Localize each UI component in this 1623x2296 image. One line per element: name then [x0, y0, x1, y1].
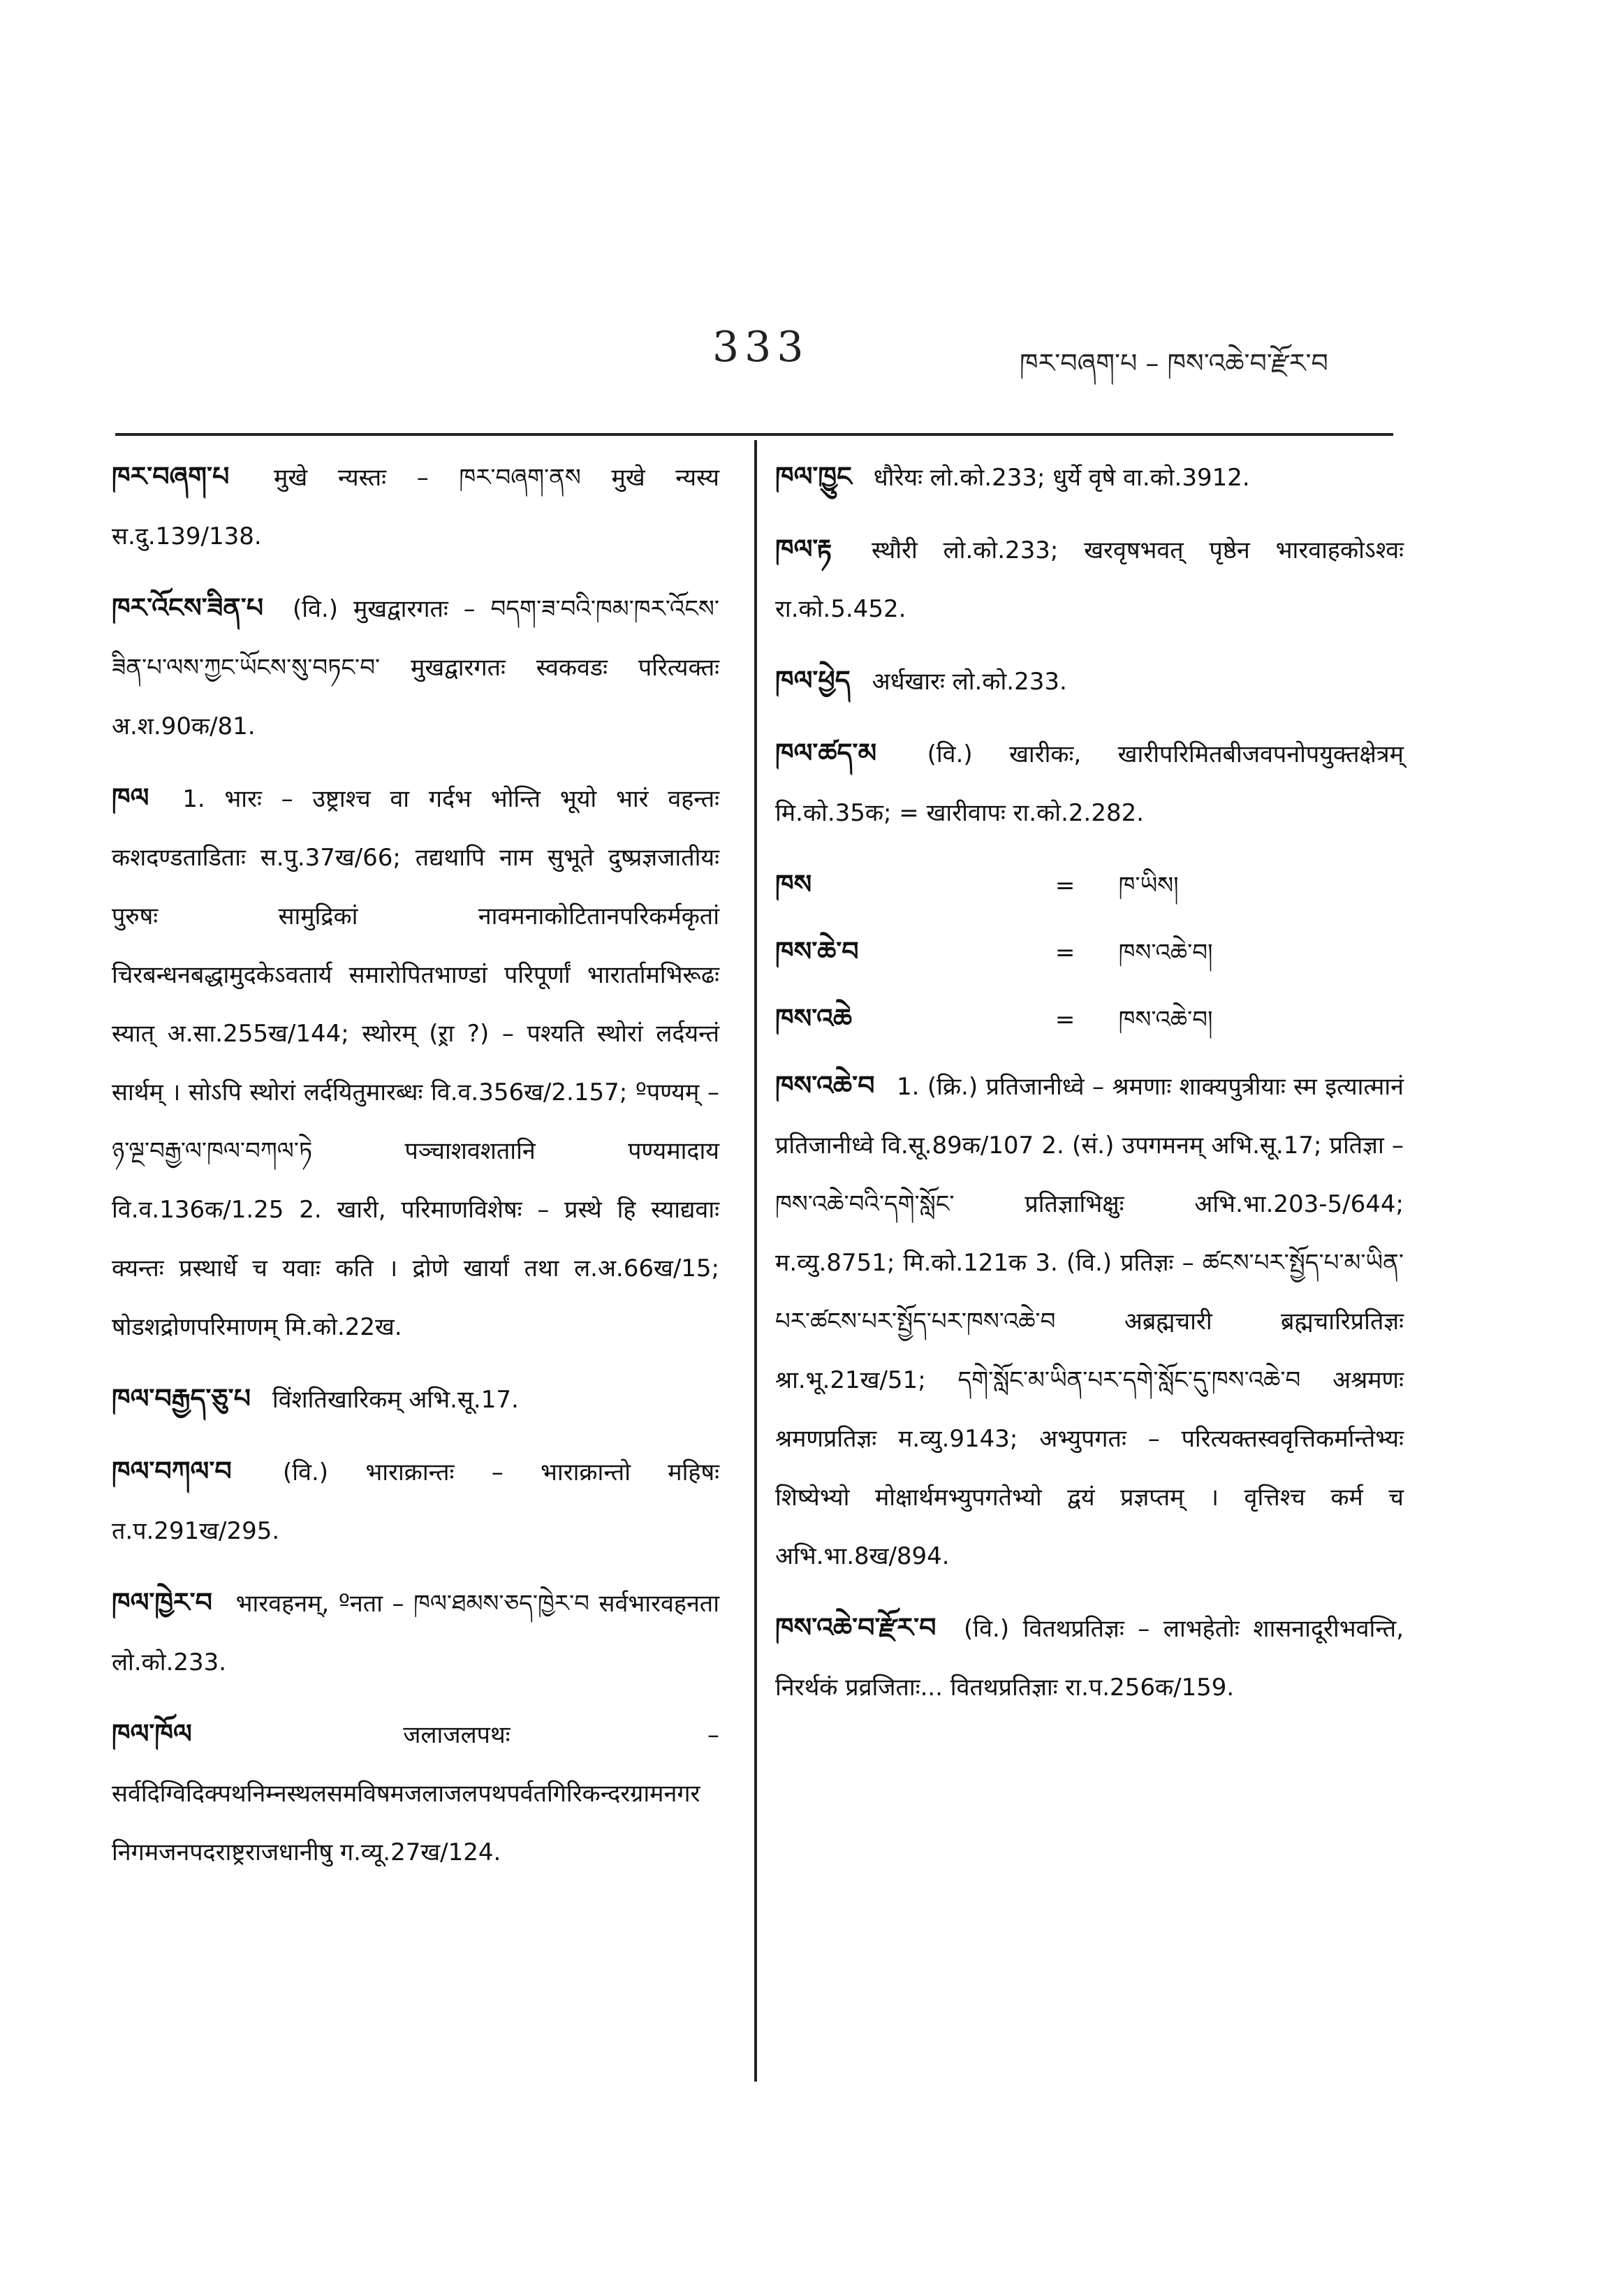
entry-headword: ཁས་འཆེ་བ་རྫོར་བ [775, 1612, 937, 1643]
entry-headword: ཁས་འཆེ་བ [775, 1070, 875, 1101]
entry-body: 1. भारः – उष्ट्राश्च वा गर्दभ भोन्ति भूयो भारं वहन्तः कशदण्डताडिताः स.पु.37ख/66; तद्यथापि नाम सुभूते दुष्प्रज्ञजातीयः पुरुषः सामुद्रिकां नावमनाकोटितानपरिकर्मकृतां चिरबन्धनबद्धामुदकेऽवतार्य समारोपितभाण्डां परिपूर्णां भारार्तामभिरूढः स्यात् अ.सा.255ख/144; स्थोरम् (ऱ्रा ?) – पश्यति स्थोरां लर्दयन्तं सार्थम् । सोऽपि स्थोरां लर्दयितुमारब्धः वि.व.356ख/2.157; ºपण्यम् – ཉ་ལྔ་བརྒྱ་ལ་ཁལ་བཀལ་ཏེ पञ्चाशवशतानि पण्यमादाय वि.व.136क/1.25 2. खारी, परिमाणविशेषः – प्रस्थे हि स्याद्यवाः क्यन्तः प्रस्थार्धे च यवाः कति । द्रोणे खार्यां तथा ल.अ.66ख/15; षोडशद्रोणपरिमाणम् मि.को.22ख. [112, 785, 719, 1341]
equals-sign: = [1055, 939, 1075, 967]
cross-reference-target: ཁ་ཡིས། [1118, 872, 1179, 900]
entry-body: (वि.) भाराक्रान्तः – भाराक्रान्तो महिषः त.प.291ख/295. [112, 1458, 720, 1545]
entry-body: स्थौरी लो.को.233; खरवृषभवत् पृष्ठेन भारवाहकोऽश्वः रा.को.5.452. [775, 536, 1404, 623]
entry-headword: ཁལ་ཁྱེར་བ [112, 1587, 213, 1618]
entry-headword: ཁལ་རྟ [775, 534, 832, 564]
running-head: ཁར་བཞག་པ – ཁས་འཆེ་བ་རྫོར་བ [1020, 348, 1328, 379]
dictionary-entry [775, 1056, 1404, 1586]
dictionary-entry [775, 651, 1404, 711]
entry-body: धौरेयः लो.को.233; धुर्ये वृषे वा.को.3912. [873, 464, 1250, 492]
left-column [112, 447, 719, 1894]
entry-body: जलाजलपथः – सर्वदिग्विदिक्पथनिम्नस्थलसमविषमजलाजलपथपर्वतगिरिकन्दरग्रामनगरनिगमजनपदराष्ट्रराजधानीषु ग.व्यू.27ख/124. [112, 1721, 719, 1866]
entry-headword: ཁས [775, 869, 812, 900]
dictionary-entry [112, 768, 719, 1357]
entry-body: 1. (क्रि.) प्रतिजानीध्वे – श्रमणाः शाक्यपुत्रीयाः स्म इत्यात्मानं प्रतिजानीध्वे वि.सू.89क/107 2. (सं.) उपगमनम् अभि.सू.17; प्रतिज्ञा – ཁས་འཆེ་བའི་དགེ་སློང་ प्रतिज्ञाभिक्षुः अभि.भा.203-5/644; म.व्यु.8751; मि.को.121क 3. (वि.) प्रतिज्ञः – ཚངས་པར་སྤྱོད་པ་མ་ཡིན་པར་ཚངས་པར་སྤྱོད་པར་ཁས་འཆེ་བ अब्रह्मचारी ब्रह्मचारिप्रतिज्ञः श्रा.भू.21ख/51; དགེ་སློང་མ་ཡིན་པར་དགེ་སློང་དུ་ཁས་འཆེ་བ अश्रमणः श्रमणप्रतिज्ञः म.व्यु.9143; अभ्युपगतः – परित्यक्तस्ववृत्तिकर्मान्तेभ्यः शिष्येभ्यो मोक्षार्थमभ्युपगतेभ्यो द्वयं प्रज्ञप्तम् । वृत्तिश्च कर्म च अभि.भा.8ख/894. [775, 1073, 1404, 1570]
entry-headword: ཁར་བཞག་པ [112, 461, 230, 492]
dictionary-entry [112, 578, 719, 756]
dictionary-entry [775, 447, 1404, 507]
entry-headword: ཁལ་ཕྱེད [775, 665, 851, 696]
entry-headword: ཁལ་ཁོལ [112, 1718, 192, 1749]
entry-headword: ཁས་འཆེ [775, 1003, 853, 1034]
right-column [775, 447, 1404, 1730]
entry-headword: ཁལ་བཀལ་བ [112, 1456, 232, 1486]
entry-headword: ཁལ་ཁྱུང [775, 461, 852, 492]
header-rule [115, 433, 1393, 436]
cross-reference-entry [775, 922, 1404, 982]
cross-reference-target: ཁས་འཆེ་བ། [1118, 939, 1213, 967]
entry-headword: ཁལ་བརྒྱད་ཅུ་པ [112, 1383, 251, 1414]
page-number: 333 [712, 323, 809, 372]
entry-headword: ཁལ [112, 782, 149, 813]
dictionary-entry [112, 1573, 719, 1692]
column-divider [754, 440, 757, 2082]
entry-body: (वि.) मुखद्वारगतः – བདག་ཟ་བའི་ཁམ་ཁར་འོངས་ཟིན་པ་ལས་ཀྱང་ཡོངས་སུ་བཏང་བ་ मुखद्वारगतः स्वकवडः परित्यक्तः अ.श.90क/81. [112, 595, 720, 740]
dictionary-entry [775, 520, 1404, 638]
entry-body: मुखे न्यस्तः – ཁར་བཞག་ནས मुखे न्यस्य स.दु.139/138. [112, 464, 720, 550]
entry-body: विंशतिखारिकम् अभि.सू.17. [272, 1386, 519, 1414]
entry-body: अर्धखारः लो.को.233. [872, 668, 1067, 696]
entry-headword: ཁལ་ཚད་མ [775, 738, 877, 768]
entry-body: भारवहनम्, ºनता – ཁལ་ཐམས་ཅད་ཁྱེར་བ सर्वभारवहनता लो.को.233. [112, 1590, 719, 1676]
cross-reference-entry [775, 989, 1404, 1049]
dictionary-entry [112, 1704, 719, 1882]
entry-body: (वि.) खारीकः, खारीपरिमितबीजवपनोपयुक्तक्षेत्रम् मि.को.35क; = खारीवापः रा.को.2.282. [775, 740, 1404, 827]
entry-body: (वि.) वितथप्रतिज्ञः – लाभहेतोः शासनादूरीभवन्ति, निरर्थकं प्रव्रजिताः... वितथप्रतिज्ञाः रा.प.256क/159. [775, 1615, 1404, 1702]
entry-headword: ཁར་འོངས་ཟིན་པ [112, 592, 264, 623]
dictionary-entry [112, 1442, 719, 1560]
cross-reference-entry [775, 855, 1404, 915]
cross-reference-target: ཁས་འཆེ་བ། [1118, 1006, 1213, 1034]
dictionary-entry [112, 1369, 719, 1429]
dictionary-entry [775, 1598, 1404, 1717]
entry-headword: ཁས་ཆེ་བ [775, 936, 859, 967]
dictionary-entry [112, 447, 719, 566]
equals-sign: = [1055, 1006, 1075, 1034]
dictionary-entry [775, 724, 1404, 842]
equals-sign: = [1055, 872, 1075, 900]
